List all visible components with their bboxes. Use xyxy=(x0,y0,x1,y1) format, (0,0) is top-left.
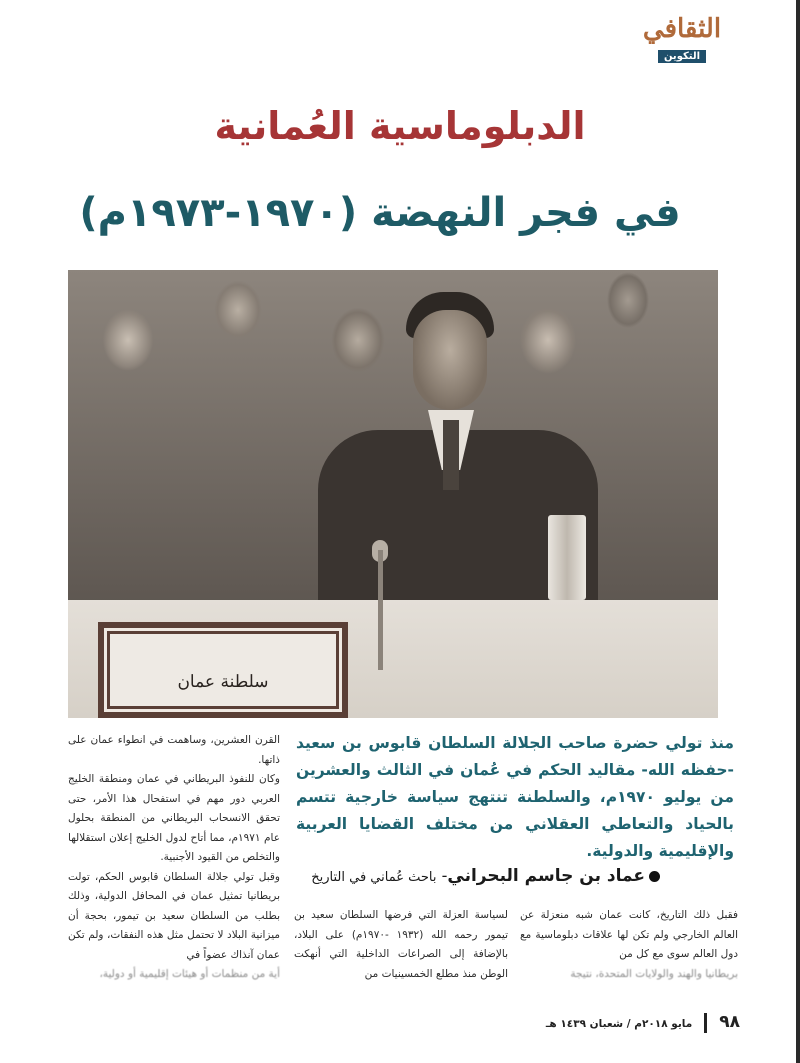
text-column-right xyxy=(520,906,738,984)
text-column-middle xyxy=(294,906,508,984)
photo-water-glass xyxy=(548,515,586,600)
article-byline xyxy=(300,866,660,886)
paragraph-faded: أية من منظمات أو هيئات إقليمية أو دولية، xyxy=(99,968,280,980)
logo-sub-text: التكوين xyxy=(658,50,706,63)
nameplate-text: سلطنة عمان xyxy=(177,672,269,692)
bullet-icon xyxy=(649,871,660,882)
magazine-logo xyxy=(634,14,730,63)
article-photo xyxy=(68,270,718,718)
article-subtitle: في فجر النهضة (١٩٧٠-١٩٧٣م) xyxy=(79,190,681,236)
paragraph: فقبل ذلك التاريخ، كانت عمان شبه منعزلة عن العالم الخارجي ولم تكن لها علاقات دبلوماسية مع دول العالم سوى مع كل من xyxy=(520,909,738,960)
byline-separator: - xyxy=(441,866,448,885)
paragraph: وكان للنفوذ البريطاني في عمان ومنطقة الخليج العربي دور مهم في استفحال هذا الأمر، حتى تحقق الانسحاب البريطاني من المنطقة بحلول عام ١٩٧١م، مما أتاح لدول الخليج إعلان استقلالها والتخلص من القيود الأجنبية. xyxy=(68,773,280,863)
photo-face xyxy=(413,310,487,410)
paragraph: وقبل تولي جلالة السلطان قابوس الحكم، تولت بريطانيا تمثيل عمان في المحافل الدولية، وذلك بطلب من السلطان سعيد بن تيمور، بحجة أن ميزانية البلاد لا تحتمل مثل هذه النفقات، ولم تكن عمان آنذاك عضواً في xyxy=(68,870,280,961)
page-footer xyxy=(480,1012,740,1033)
page-edge xyxy=(796,0,800,1063)
text-column-left xyxy=(68,731,280,985)
page-number: ٩٨ xyxy=(719,1012,740,1032)
article-intro: منذ تولي حضرة صاحب الجلالة السلطان قابوس بن سعيد -حفظه الله- مقاليد الحكم في عُمان في الثالث والعشرين من يوليو ١٩٧٠م، والسلطنة تنتهج سياسة خارجية تتسم بالحياد والتعاطي العقلاني من مختلف القضايا العربية والإقليمية والدولية. xyxy=(296,734,734,860)
photo-tie xyxy=(443,420,459,490)
photo-nameplate xyxy=(98,622,348,718)
paragraph-faded: بريطانيا والهند والولايات المتحدة، نتيجة xyxy=(570,967,738,980)
paragraph: لسياسة العزلة التي فرضها السلطان سعيد بن تيمور رحمه الله (١٩٣٢ -١٩٧٠م) على البلاد، بالإضافة إلى الصراعات الداخلية التي أنهكت الوطن منذ مطلع الخمسينيات من xyxy=(294,909,508,980)
author-role: باحث عُماني في التاريخ xyxy=(311,870,437,885)
article-title: الدبلوماسية العُمانية xyxy=(214,104,586,148)
logo-main-text: الثقافي xyxy=(642,14,722,44)
issue-date: مايو ٢٠١٨م / شعبان ١٤٣٩ هـ xyxy=(545,1018,693,1030)
author-name: عماد بن جاسم البحراني xyxy=(447,866,645,886)
paragraph: القرن العشرين، وساهمت في انطواء عمان على ذاتها. xyxy=(68,734,280,766)
footer-divider xyxy=(704,1013,707,1033)
photo-microphone-stand xyxy=(378,550,383,670)
